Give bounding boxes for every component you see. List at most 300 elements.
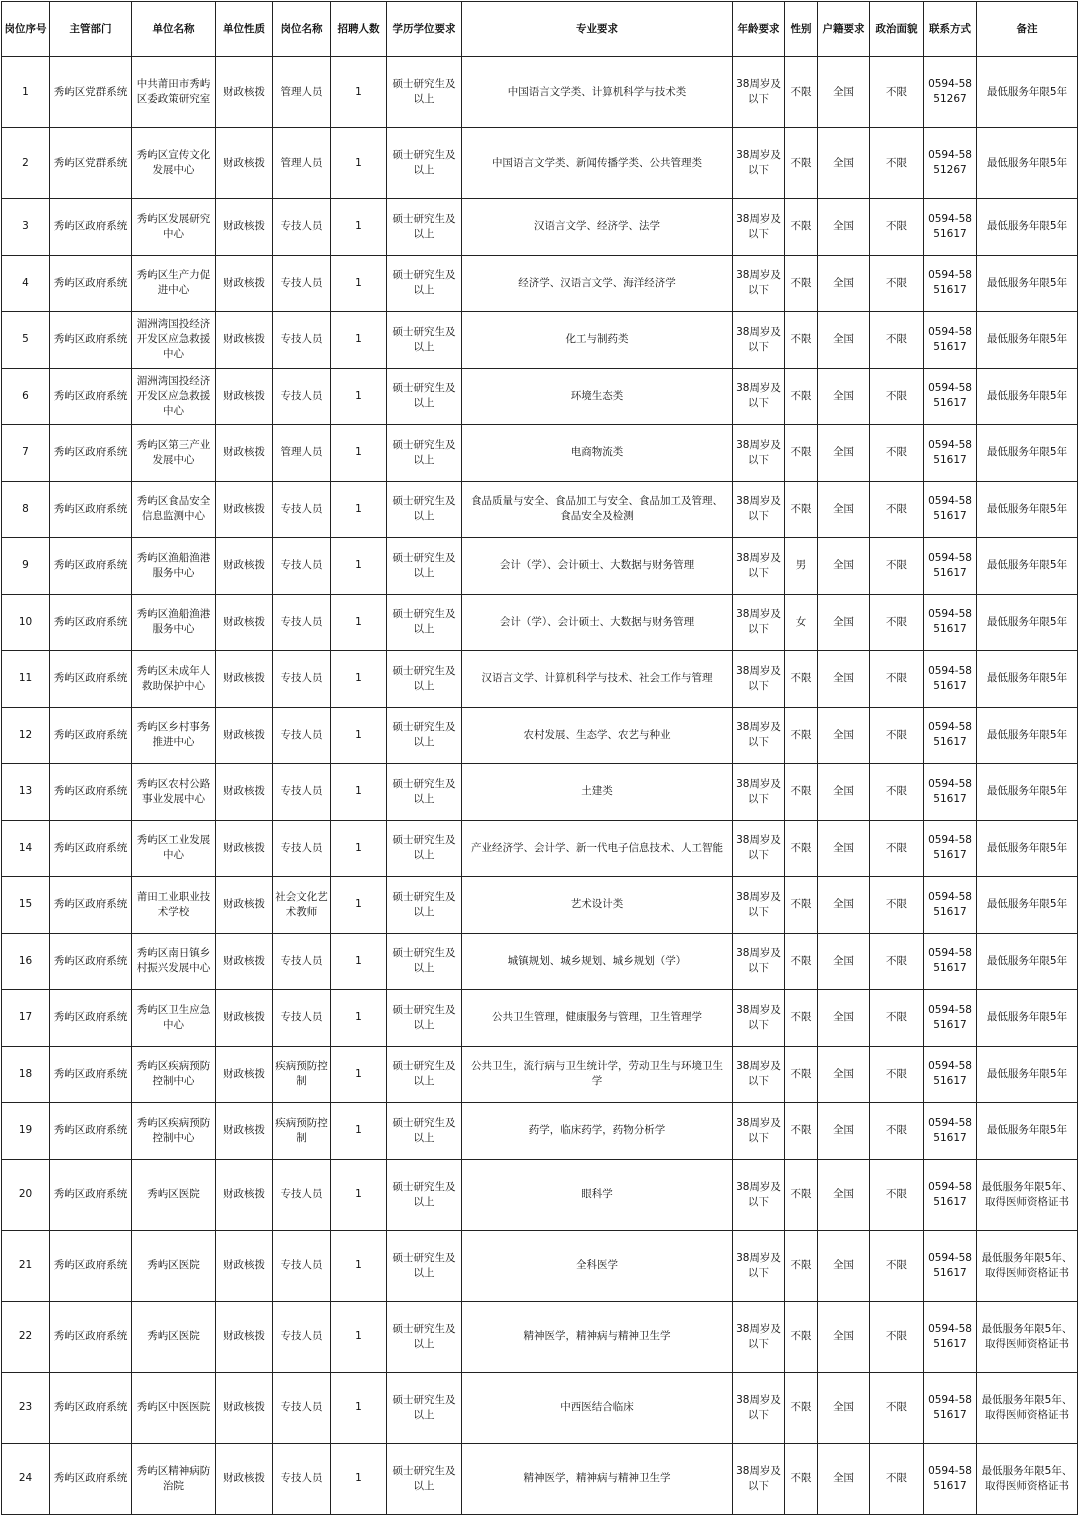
cell-gender: 不限: [785, 1046, 818, 1103]
cell-hukou: 全国: [818, 1046, 870, 1103]
cell-count: 1: [331, 1372, 387, 1443]
cell-age: 38周岁及以下: [733, 1103, 785, 1160]
cell-politics: 不限: [870, 990, 924, 1047]
cell-hukou: 全国: [818, 128, 870, 199]
cell-nature: 财政核拨: [216, 128, 273, 199]
cell-dept: 秀屿区政府系统: [50, 1103, 132, 1160]
cell-politics: 不限: [870, 594, 924, 651]
cell-gender: 不限: [785, 1230, 818, 1301]
cell-hukou: 全国: [818, 1301, 870, 1372]
cell-edu: 硕士研究生及以上: [387, 538, 462, 595]
cell-politics: 不限: [870, 1046, 924, 1103]
cell-no: 1: [2, 57, 50, 128]
cell-edu: 硕士研究生及以上: [387, 764, 462, 821]
cell-contact: 0594-5851617: [924, 199, 977, 256]
cell-major: 精神医学，精神病与精神卫生学: [462, 1301, 733, 1372]
cell-nature: 财政核拨: [216, 1443, 273, 1514]
cell-nature: 财政核拨: [216, 199, 273, 256]
cell-post: 管理人员: [273, 425, 331, 482]
cell-contact: 0594-5851617: [924, 1372, 977, 1443]
cell-count: 1: [331, 538, 387, 595]
cell-no: 4: [2, 255, 50, 312]
cell-major: 药学，临床药学，药物分析学: [462, 1103, 733, 1160]
cell-dept: 秀屿区政府系统: [50, 933, 132, 990]
table-row: [2, 990, 1078, 1047]
header-unit: 单位名称: [132, 2, 216, 57]
cell-post: 管理人员: [273, 57, 331, 128]
cell-politics: 不限: [870, 707, 924, 764]
table-row: [2, 820, 1078, 877]
cell-age: 38周岁及以下: [733, 877, 785, 934]
cell-nature: 财政核拨: [216, 933, 273, 990]
cell-nature: 财政核拨: [216, 651, 273, 708]
cell-no: 6: [2, 368, 50, 425]
cell-major: 公共卫生，流行病与卫生统计学，劳动卫生与环境卫生学: [462, 1046, 733, 1103]
cell-unit: 秀屿区卫生应急中心: [132, 990, 216, 1047]
cell-contact: 0594-5851617: [924, 651, 977, 708]
cell-major: 电商物流类: [462, 425, 733, 482]
cell-count: 1: [331, 1159, 387, 1230]
cell-dept: 秀屿区政府系统: [50, 1046, 132, 1103]
cell-nature: 财政核拨: [216, 1372, 273, 1443]
cell-dept: 秀屿区政府系统: [50, 594, 132, 651]
cell-major: 会计（学）、会计硕士、大数据与财务管理: [462, 538, 733, 595]
cell-count: 1: [331, 312, 387, 369]
cell-unit: 秀屿区食品安全信息监测中心: [132, 481, 216, 538]
cell-unit: 秀屿区南日镇乡村振兴发展中心: [132, 933, 216, 990]
cell-unit: 秀屿区医院: [132, 1230, 216, 1301]
cell-major: 精神医学，精神病与精神卫生学: [462, 1443, 733, 1514]
cell-post: 管理人员: [273, 128, 331, 199]
cell-no: 5: [2, 312, 50, 369]
cell-edu: 硕士研究生及以上: [387, 820, 462, 877]
cell-politics: 不限: [870, 933, 924, 990]
cell-post: 专技人员: [273, 538, 331, 595]
cell-count: 1: [331, 1103, 387, 1160]
cell-hukou: 全国: [818, 1372, 870, 1443]
cell-post: 专技人员: [273, 312, 331, 369]
cell-post: 专技人员: [273, 1230, 331, 1301]
cell-unit: 莆田工业职业技术学校: [132, 877, 216, 934]
table-row: [2, 651, 1078, 708]
cell-contact: 0594-5851267: [924, 128, 977, 199]
cell-no: 7: [2, 425, 50, 482]
cell-count: 1: [331, 128, 387, 199]
cell-post: 专技人员: [273, 933, 331, 990]
cell-post: 专技人员: [273, 255, 331, 312]
cell-dept: 秀屿区政府系统: [50, 538, 132, 595]
cell-age: 38周岁及以下: [733, 990, 785, 1047]
cell-edu: 硕士研究生及以上: [387, 933, 462, 990]
cell-no: 12: [2, 707, 50, 764]
cell-post: 专技人员: [273, 1159, 331, 1230]
cell-hukou: 全国: [818, 933, 870, 990]
cell-edu: 硕士研究生及以上: [387, 1230, 462, 1301]
cell-age: 38周岁及以下: [733, 57, 785, 128]
cell-major: 经济学、汉语言文学、海洋经济学: [462, 255, 733, 312]
cell-note: 最低服务年限5年: [977, 199, 1078, 256]
cell-contact: 0594-5851617: [924, 255, 977, 312]
cell-note: 最低服务年限5年: [977, 1046, 1078, 1103]
table-row: [2, 538, 1078, 595]
cell-note: 最低服务年限5年、取得医师资格证书: [977, 1443, 1078, 1514]
cell-politics: 不限: [870, 1230, 924, 1301]
cell-dept: 秀屿区政府系统: [50, 651, 132, 708]
table-row: [2, 594, 1078, 651]
cell-post: 疾病预防控制: [273, 1103, 331, 1160]
cell-no: 3: [2, 199, 50, 256]
cell-post: 专技人员: [273, 1301, 331, 1372]
header-politics: 政治面貌: [870, 2, 924, 57]
cell-nature: 财政核拨: [216, 707, 273, 764]
cell-hukou: 全国: [818, 368, 870, 425]
cell-unit: 秀屿区发展研究中心: [132, 199, 216, 256]
cell-count: 1: [331, 820, 387, 877]
table-row: [2, 1159, 1078, 1230]
cell-edu: 硕士研究生及以上: [387, 1372, 462, 1443]
cell-hukou: 全国: [818, 1103, 870, 1160]
cell-count: 1: [331, 199, 387, 256]
cell-count: 1: [331, 481, 387, 538]
cell-edu: 硕士研究生及以上: [387, 1159, 462, 1230]
cell-note: 最低服务年限5年: [977, 312, 1078, 369]
cell-contact: 0594-5851617: [924, 820, 977, 877]
header-no: 岗位序号: [2, 2, 50, 57]
cell-dept: 秀屿区政府系统: [50, 1301, 132, 1372]
cell-age: 38周岁及以下: [733, 1046, 785, 1103]
cell-major: 农村发展、生态学、农艺与种业: [462, 707, 733, 764]
cell-post: 专技人员: [273, 707, 331, 764]
cell-hukou: 全国: [818, 651, 870, 708]
cell-edu: 硕士研究生及以上: [387, 594, 462, 651]
cell-edu: 硕士研究生及以上: [387, 57, 462, 128]
cell-nature: 财政核拨: [216, 990, 273, 1047]
cell-hukou: 全国: [818, 594, 870, 651]
cell-unit: 秀屿区精神病防治院: [132, 1443, 216, 1514]
cell-count: 1: [331, 1230, 387, 1301]
cell-dept: 秀屿区政府系统: [50, 368, 132, 425]
cell-note: 最低服务年限5年: [977, 255, 1078, 312]
cell-hukou: 全国: [818, 707, 870, 764]
cell-no: 24: [2, 1443, 50, 1514]
table-row: [2, 57, 1078, 128]
cell-nature: 财政核拨: [216, 877, 273, 934]
table-row: [2, 425, 1078, 482]
header-contact: 联系方式: [924, 2, 977, 57]
cell-no: 11: [2, 651, 50, 708]
table-row: [2, 128, 1078, 199]
table-row: [2, 312, 1078, 369]
cell-contact: 0594-5851617: [924, 1159, 977, 1230]
cell-unit: 湄洲湾国投经济开发区应急救援中心: [132, 368, 216, 425]
cell-nature: 财政核拨: [216, 820, 273, 877]
cell-count: 1: [331, 933, 387, 990]
cell-no: 21: [2, 1230, 50, 1301]
cell-unit: 秀屿区工业发展中心: [132, 820, 216, 877]
cell-post: 专技人员: [273, 764, 331, 821]
cell-unit: 秀屿区疾病预防控制中心: [132, 1046, 216, 1103]
table-row: [2, 877, 1078, 934]
cell-major: 中西医结合临床: [462, 1372, 733, 1443]
cell-politics: 不限: [870, 1443, 924, 1514]
cell-gender: 不限: [785, 1103, 818, 1160]
cell-politics: 不限: [870, 312, 924, 369]
cell-edu: 硕士研究生及以上: [387, 199, 462, 256]
cell-post: 疾病预防控制: [273, 1046, 331, 1103]
cell-politics: 不限: [870, 255, 924, 312]
cell-age: 38周岁及以下: [733, 594, 785, 651]
cell-edu: 硕士研究生及以上: [387, 1103, 462, 1160]
cell-edu: 硕士研究生及以上: [387, 990, 462, 1047]
cell-gender: 不限: [785, 764, 818, 821]
cell-contact: 0594-5851617: [924, 1230, 977, 1301]
header-hukou: 户籍要求: [818, 2, 870, 57]
table-row: [2, 933, 1078, 990]
cell-politics: 不限: [870, 57, 924, 128]
cell-no: 19: [2, 1103, 50, 1160]
cell-gender: 不限: [785, 368, 818, 425]
cell-age: 38周岁及以下: [733, 1230, 785, 1301]
cell-note: 最低服务年限5年: [977, 128, 1078, 199]
cell-age: 38周岁及以下: [733, 1301, 785, 1372]
cell-count: 1: [331, 1046, 387, 1103]
cell-hukou: 全国: [818, 312, 870, 369]
cell-post: 专技人员: [273, 594, 331, 651]
cell-edu: 硕士研究生及以上: [387, 368, 462, 425]
cell-age: 38周岁及以下: [733, 1443, 785, 1514]
cell-dept: 秀屿区政府系统: [50, 1159, 132, 1230]
cell-note: 最低服务年限5年: [977, 651, 1078, 708]
cell-count: 1: [331, 368, 387, 425]
cell-count: 1: [331, 1301, 387, 1372]
cell-gender: 不限: [785, 128, 818, 199]
cell-major: 中国语言文学类、新闻传播学类、公共管理类: [462, 128, 733, 199]
cell-gender: 男: [785, 538, 818, 595]
cell-gender: 不限: [785, 57, 818, 128]
cell-dept: 秀屿区政府系统: [50, 425, 132, 482]
cell-contact: 0594-5851617: [924, 764, 977, 821]
cell-edu: 硕士研究生及以上: [387, 707, 462, 764]
table-row: [2, 1443, 1078, 1514]
cell-gender: 不限: [785, 933, 818, 990]
table-row: [2, 1230, 1078, 1301]
cell-contact: 0594-5851617: [924, 707, 977, 764]
cell-note: 最低服务年限5年: [977, 1103, 1078, 1160]
cell-no: 17: [2, 990, 50, 1047]
cell-gender: 不限: [785, 1372, 818, 1443]
cell-edu: 硕士研究生及以上: [387, 128, 462, 199]
cell-contact: 0594-5851617: [924, 1103, 977, 1160]
cell-contact: 0594-5851617: [924, 933, 977, 990]
cell-unit: 秀屿区渔船渔港服务中心: [132, 594, 216, 651]
cell-edu: 硕士研究生及以上: [387, 877, 462, 934]
cell-age: 38周岁及以下: [733, 1159, 785, 1230]
cell-age: 38周岁及以下: [733, 255, 785, 312]
header-age: 年龄要求: [733, 2, 785, 57]
cell-nature: 财政核拨: [216, 1230, 273, 1301]
cell-politics: 不限: [870, 128, 924, 199]
cell-hukou: 全国: [818, 1230, 870, 1301]
cell-dept: 秀屿区政府系统: [50, 764, 132, 821]
cell-unit: 秀屿区第三产业发展中心: [132, 425, 216, 482]
recruitment-table: [1, 1, 1078, 1515]
cell-major: 会计（学）、会计硕士、大数据与财务管理: [462, 594, 733, 651]
cell-count: 1: [331, 1443, 387, 1514]
cell-count: 1: [331, 877, 387, 934]
cell-major: 城镇规划、城乡规划、城乡规划（学）: [462, 933, 733, 990]
cell-hukou: 全国: [818, 538, 870, 595]
cell-nature: 财政核拨: [216, 1103, 273, 1160]
cell-dept: 秀屿区政府系统: [50, 820, 132, 877]
cell-post: 社会文化艺术教师: [273, 877, 331, 934]
cell-unit: 中共莆田市秀屿区委政策研究室: [132, 57, 216, 128]
table-row: [2, 707, 1078, 764]
header-edu: 学历学位要求: [387, 2, 462, 57]
cell-dept: 秀屿区政府系统: [50, 707, 132, 764]
table-row: [2, 1103, 1078, 1160]
cell-politics: 不限: [870, 1159, 924, 1230]
cell-note: 最低服务年限5年: [977, 594, 1078, 651]
cell-gender: 不限: [785, 312, 818, 369]
cell-politics: 不限: [870, 764, 924, 821]
cell-count: 1: [331, 707, 387, 764]
cell-major: 产业经济学、会计学、新一代电子信息技术、人工智能: [462, 820, 733, 877]
cell-major: 中国语言文学类、计算机科学与技术类: [462, 57, 733, 128]
cell-post: 专技人员: [273, 199, 331, 256]
cell-nature: 财政核拨: [216, 594, 273, 651]
cell-note: 最低服务年限5年: [977, 368, 1078, 425]
cell-major: 食品质量与安全、食品加工与安全、食品加工及管理、食品安全及检测: [462, 481, 733, 538]
cell-post: 专技人员: [273, 1372, 331, 1443]
header-nature: 单位性质: [216, 2, 273, 57]
header-gender: 性别: [785, 2, 818, 57]
cell-contact: 0594-5851617: [924, 1301, 977, 1372]
cell-nature: 财政核拨: [216, 481, 273, 538]
cell-edu: 硕士研究生及以上: [387, 1443, 462, 1514]
table-row: [2, 1046, 1078, 1103]
cell-count: 1: [331, 990, 387, 1047]
cell-unit: 秀屿区医院: [132, 1301, 216, 1372]
cell-post: 专技人员: [273, 820, 331, 877]
cell-major: 土建类: [462, 764, 733, 821]
cell-no: 8: [2, 481, 50, 538]
cell-edu: 硕士研究生及以上: [387, 651, 462, 708]
cell-count: 1: [331, 594, 387, 651]
cell-age: 38周岁及以下: [733, 128, 785, 199]
cell-contact: 0594-5851617: [924, 425, 977, 482]
cell-major: 眼科学: [462, 1159, 733, 1230]
cell-politics: 不限: [870, 538, 924, 595]
cell-gender: 不限: [785, 199, 818, 256]
cell-age: 38周岁及以下: [733, 538, 785, 595]
cell-count: 1: [331, 651, 387, 708]
cell-unit: 秀屿区医院: [132, 1159, 216, 1230]
cell-nature: 财政核拨: [216, 1046, 273, 1103]
cell-post: 专技人员: [273, 368, 331, 425]
cell-note: 最低服务年限5年: [977, 707, 1078, 764]
cell-hukou: 全国: [818, 57, 870, 128]
cell-politics: 不限: [870, 1103, 924, 1160]
cell-nature: 财政核拨: [216, 57, 273, 128]
cell-gender: 女: [785, 594, 818, 651]
cell-edu: 硕士研究生及以上: [387, 1046, 462, 1103]
header-count: 招聘人数: [331, 2, 387, 57]
cell-no: 16: [2, 933, 50, 990]
cell-edu: 硕士研究生及以上: [387, 1301, 462, 1372]
cell-hukou: 全国: [818, 820, 870, 877]
cell-politics: 不限: [870, 425, 924, 482]
cell-dept: 秀屿区政府系统: [50, 481, 132, 538]
cell-nature: 财政核拨: [216, 764, 273, 821]
cell-hukou: 全国: [818, 481, 870, 538]
cell-politics: 不限: [870, 651, 924, 708]
cell-count: 1: [331, 425, 387, 482]
cell-gender: 不限: [785, 255, 818, 312]
cell-note: 最低服务年限5年: [977, 877, 1078, 934]
cell-dept: 秀屿区政府系统: [50, 1230, 132, 1301]
cell-hukou: 全国: [818, 255, 870, 312]
cell-dept: 秀屿区政府系统: [50, 199, 132, 256]
cell-contact: 0594-5851617: [924, 1046, 977, 1103]
cell-dept: 秀屿区政府系统: [50, 255, 132, 312]
cell-hukou: 全国: [818, 199, 870, 256]
cell-count: 1: [331, 764, 387, 821]
cell-politics: 不限: [870, 368, 924, 425]
cell-post: 专技人员: [273, 651, 331, 708]
cell-major: 环境生态类: [462, 368, 733, 425]
cell-dept: 秀屿区党群系统: [50, 57, 132, 128]
cell-gender: 不限: [785, 820, 818, 877]
cell-no: 14: [2, 820, 50, 877]
cell-politics: 不限: [870, 877, 924, 934]
cell-edu: 硕士研究生及以上: [387, 312, 462, 369]
cell-no: 18: [2, 1046, 50, 1103]
cell-contact: 0594-5851617: [924, 538, 977, 595]
cell-note: 最低服务年限5年: [977, 933, 1078, 990]
cell-unit: 秀屿区宣传文化发展中心: [132, 128, 216, 199]
cell-gender: 不限: [785, 1159, 818, 1230]
cell-age: 38周岁及以下: [733, 425, 785, 482]
cell-unit: 秀屿区未成年人救助保护中心: [132, 651, 216, 708]
cell-gender: 不限: [785, 707, 818, 764]
cell-dept: 秀屿区政府系统: [50, 1372, 132, 1443]
cell-post: 专技人员: [273, 1443, 331, 1514]
cell-age: 38周岁及以下: [733, 199, 785, 256]
cell-nature: 财政核拨: [216, 538, 273, 595]
cell-count: 1: [331, 255, 387, 312]
cell-count: 1: [331, 57, 387, 128]
cell-politics: 不限: [870, 1301, 924, 1372]
cell-major: 艺术设计类: [462, 877, 733, 934]
cell-nature: 财政核拨: [216, 425, 273, 482]
cell-hukou: 全国: [818, 1443, 870, 1514]
header-major: 专业要求: [462, 2, 733, 57]
cell-note: 最低服务年限5年、取得医师资格证书: [977, 1372, 1078, 1443]
cell-no: 2: [2, 128, 50, 199]
cell-politics: 不限: [870, 199, 924, 256]
cell-age: 38周岁及以下: [733, 820, 785, 877]
cell-edu: 硕士研究生及以上: [387, 481, 462, 538]
cell-age: 38周岁及以下: [733, 933, 785, 990]
cell-age: 38周岁及以下: [733, 651, 785, 708]
header-row: [2, 2, 1078, 57]
cell-note: 最低服务年限5年: [977, 820, 1078, 877]
cell-age: 38周岁及以下: [733, 312, 785, 369]
table-body: [2, 57, 1078, 1515]
cell-unit: 秀屿区渔船渔港服务中心: [132, 538, 216, 595]
cell-unit: 湄洲湾国投经济开发区应急救援中心: [132, 312, 216, 369]
cell-dept: 秀屿区政府系统: [50, 877, 132, 934]
